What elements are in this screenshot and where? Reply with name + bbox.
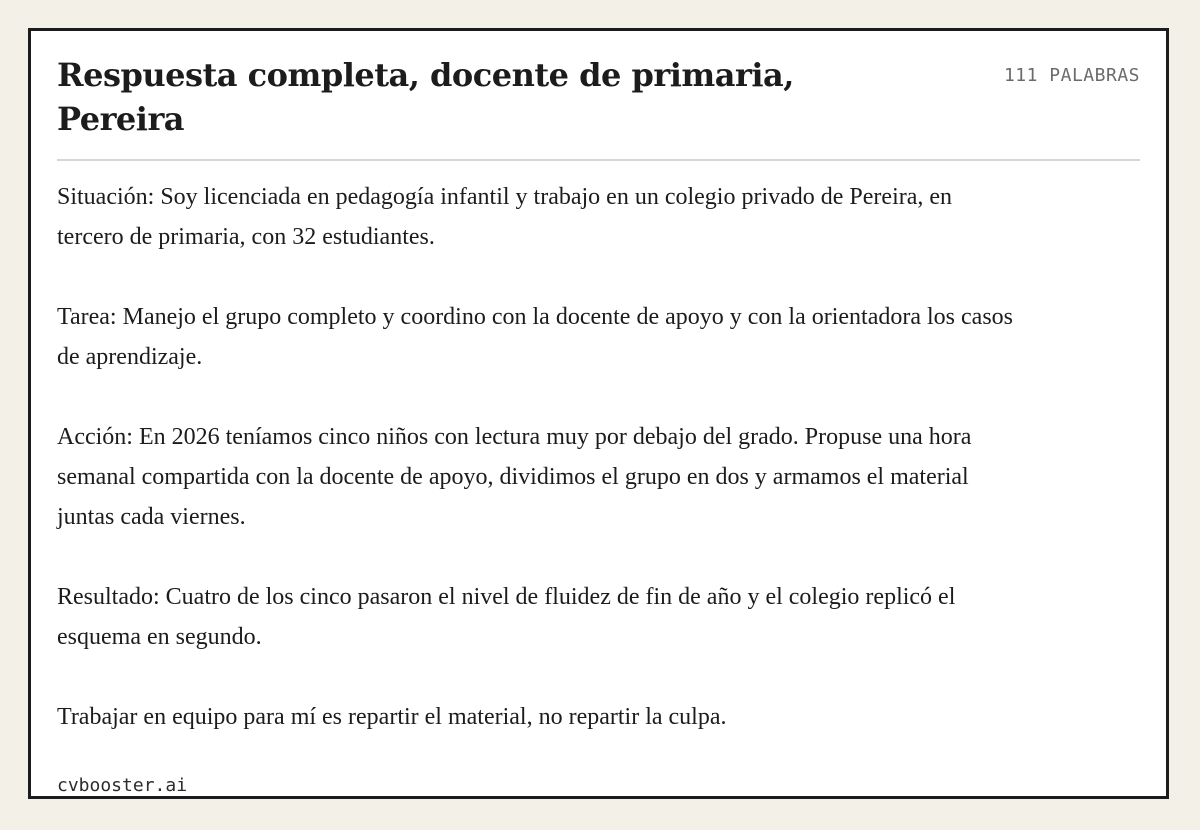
answer-card: [28, 28, 1169, 799]
paragraph-tarea: Tarea: Manejo el grupo completo y coordino con la docente de apoyo y con la orientadora los casos de aprendizaje.: [57, 304, 1013, 370]
word-count-label: 111 PALABRAS: [1003, 65, 1140, 86]
card-title: Respuesta completa, docente de primaria, Pereira: [57, 56, 794, 138]
brand-footer: cvbooster.ai: [57, 775, 188, 796]
paragraph-resultado: Resultado: Cuatro de los cinco pasaron el nivel de fluidez de fin de año y el colegio replicó el esquema en segundo.: [57, 584, 956, 650]
card-header: [57, 53, 1140, 161]
paragraph-cierre: Trabajar en equipo para mí es repartir el material, no repartir la culpa.: [57, 704, 727, 730]
paragraph-situacion: Situación: Soy licenciada en pedagogía infantil y trabajo en un colegio privado de Pereira, en tercero de primaria, con 32 estudiantes.: [57, 184, 953, 250]
paragraph-accion: Acción: En 2026 teníamos cinco niños con lectura muy por debajo del grado. Propuse una hora semanal compartida con la docente de apoyo, dividimos el grupo en dos y armamos el material juntas cada viernes.: [57, 424, 972, 530]
answer-body: [57, 177, 1017, 737]
